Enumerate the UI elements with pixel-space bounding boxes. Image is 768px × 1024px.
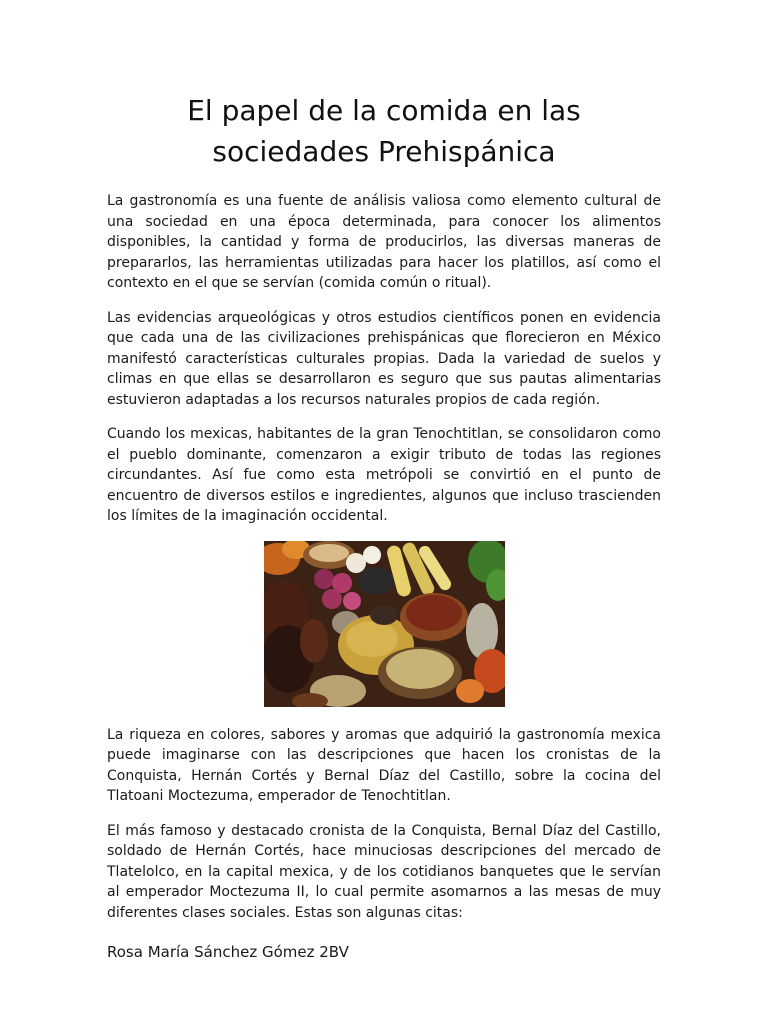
paragraph-2: Las evidencias arqueológicas y otros estudios científicos ponen en evidencia que cada una de las civilizaciones prehispánicas que florecieron en México manifestó características culturales propias. Dada la variedad de suelos y climas en que ellas se desarrollaron es seguro que sus pautas alimentarias estuvieron adaptadas a los recursos naturales propios de cada región. (107, 309, 661, 408)
paragraph-4: La riqueza en colores, sabores y aromas que adquirió la gastronomía mexica puede imaginarse con las descripciones que hacen los cronistas de la Conquista, Hernán Cortés y Bernal Díaz del Castillo, sobre la cocina del Tlatoani Moctezuma, emperador de Tenochtitlan. (107, 726, 661, 804)
paragraph-5: El más famoso y destacado cronista de la Conquista, Bernal Díaz del Castillo, soldado de Hernán Cortés, hace minuciosas descripciones del mercado de Tlatelolco, en la capital mexica, y de los cotidianos banquetes que le servían al emperador Moctezuma II, lo cual permite asomarnos a las mesas de muy diferentes clases sociales. Estas son algunas citas: (107, 822, 661, 921)
author-name: Rosa María Sánchez Gómez 2BV (107, 943, 349, 961)
spices-photo (264, 541, 505, 707)
title-line-1: El papel de la comida en las (187, 94, 581, 127)
document-title (107, 90, 661, 172)
paragraph-3: Cuando los mexicas, habitantes de la gran Tenochtitlan, se consolidaron como el pueblo dominante, comenzaron a exigir tributo de todas las regiones circundantes. Así fue como esta metrópoli se convirtió en el punto de encuentro de diversos estilos e ingredientes, algunos que incluso trascienden los límites de la imaginación occidental. (107, 426, 661, 524)
spices-illustration (264, 541, 505, 707)
paragraph-1: La gastronomía es una fuente de análisis valiosa como elemento cultural de una sociedad en una época determinada, para conocer los alimentos disponibles, la cantidad y forma de producirlos, las diversas maneras de prepararlos, las herramientas utilizadas para hacer los platillos, así como el contexto en el que se servían (comida común o ritual). (107, 193, 661, 291)
title-line-2: sociedades Prehispánica (212, 135, 556, 168)
